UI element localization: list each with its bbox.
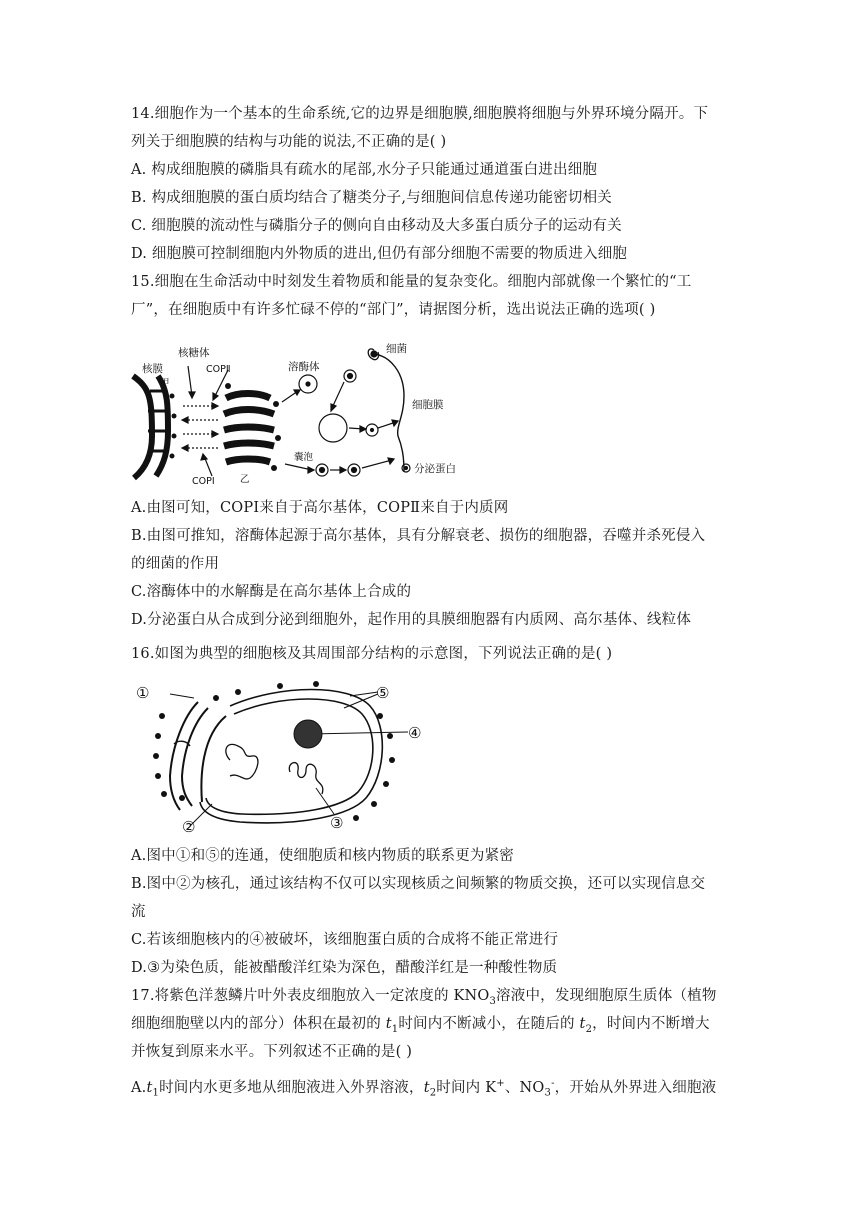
q17-l2-sub1: 1	[391, 1023, 399, 1035]
q17-l1-text-a: 17.将紫色洋葱鳞片叶外表皮细胞放入一定浓度的 KNO	[131, 988, 490, 1004]
q14-option-c: C. 细胞膜的流动性与磷脂分子的侧向自由移动及大多蛋白质分子的运动有关	[131, 218, 622, 234]
q17-l2-text-b: 时间内不断减小，在随后的	[398, 1016, 580, 1032]
q15-option-a: A.由图可知，COPⅠ来自于高尔基体，COPⅡ来自于内质网	[131, 500, 509, 516]
q17-a-plus: +	[496, 1078, 505, 1089]
q16-stem: 16.如图为典型的细胞核及其周围部分结构的示意图，下列说法正确的是( )	[131, 646, 613, 662]
q15-option-b-line2: 的细菌的作用	[131, 556, 220, 572]
fig-label-copi: COPⅠ	[192, 476, 215, 486]
fig-label-3: ③	[330, 814, 344, 832]
q17-l2-text-c: ，时间内不断增大	[592, 1016, 710, 1032]
q17-l2-sub2: 2	[585, 1023, 593, 1035]
q17-a-text-d: 、NO	[504, 1079, 545, 1096]
fig-label-copii: COPⅡ	[206, 364, 231, 375]
q17-a-text-e: ，开始从外界进入细胞液	[554, 1079, 717, 1096]
golgi-apparatus-shape	[224, 383, 281, 471]
q17-stem-line2	[131, 1014, 710, 1040]
q17-a-t1: t	[146, 1079, 153, 1096]
q16-option-a: A.图中①和⑤的连通，使细胞质和核内物质的联系更为紧密	[131, 848, 514, 864]
fig-label-nuclear-membrane: 核膜	[142, 363, 163, 375]
q17-a-text-b: 时间内水更多地从细胞液进入外界溶液，	[159, 1079, 424, 1096]
fig-label-5: ⑤	[376, 684, 390, 702]
q17-a-sub1: 1	[152, 1087, 160, 1099]
q17-l2-t1: t	[385, 1016, 392, 1032]
fig-label-ribosome: 核糖体	[178, 347, 210, 359]
nuclear-membrane-shape	[133, 376, 177, 478]
q14-option-a: A. 构成细胞膜的磷脂具有疏水的尾部,水分子只能通过通道蛋白进出细胞	[131, 162, 598, 178]
q17-l1-sub: 3	[489, 995, 497, 1007]
fig-label-4: ④	[408, 724, 422, 742]
fig-label-vesicle: 囊泡	[294, 452, 314, 463]
q16-option-b-line1: B.图中②为核孔，通过该结构不仅可以实现核质之间频繁的物质交换，还可以实现信息交	[131, 876, 706, 892]
q17-a-prefix: A.	[131, 1079, 147, 1096]
q17-a-sub3: 3	[544, 1087, 552, 1099]
q17-stem-line3: 并恢复到原来水平。下列叙述不正确的是( )	[131, 1044, 413, 1060]
fig-label-2: ②	[182, 818, 196, 836]
q16-option-b-line2: 流	[131, 904, 146, 920]
fig-label-cell-membrane: 细胞膜	[412, 399, 444, 411]
q14-option-d: D. 细胞膜可控制细胞内外物质的进出,但仍有部分细胞不需要的物质进入细胞	[131, 246, 628, 262]
q17-a-t2: t	[423, 1079, 430, 1096]
q14-option-b: B. 构成细胞膜的蛋白质均结合了糖类分子,与细胞间信息传递功能密切相关	[131, 190, 612, 206]
secretory-pathway-figure	[128, 336, 480, 486]
q17-a-sub2: 2	[429, 1087, 437, 1099]
q15-option-d: D.分泌蛋白从合成到分泌到细胞外，起作用的具膜细胞器有内质网、高尔基体、线粒体	[131, 612, 692, 628]
q17-a-minus: -	[551, 1078, 555, 1089]
q15-option-c: C.溶酶体中的水解酶是在高尔基体上合成的	[131, 584, 412, 600]
q15-option-b-line1: B.由图可推知，溶酶体起源于高尔基体，具有分解衰老、损伤的细胞器，吞噬并杀死侵入	[131, 528, 706, 544]
q14-stem-line2: 列关于细胞膜的结构与功能的说法,不正确的是( )	[131, 134, 447, 150]
fig-label-bacteria: 细菌	[386, 343, 407, 355]
nucleolus-shape	[294, 720, 322, 748]
fig-label-1: ①	[136, 684, 150, 702]
fig-label-lysosome: 溶酶体	[288, 361, 320, 373]
q16-option-d: D.③为染色质，能被醋酸洋红染为深色，醋酸洋红是一种酸性物质	[131, 960, 558, 976]
cell-nucleus-figure	[130, 676, 430, 836]
q17-a-text-c: 时间内 K	[436, 1079, 497, 1096]
q16-option-c: C.若该细胞核内的④被破坏，该细胞蛋白质的合成将不能正常进行	[131, 932, 559, 948]
transport-arrows	[182, 366, 228, 476]
q14-stem-line1: 14.细胞作为一个基本的生命系统,它的边界是细胞膜,细胞膜将细胞与外界环境分隔开。下	[131, 106, 709, 122]
q15-stem-line2: 厂”，在细胞质中有许多忙碌不停的“部门”，请据图分析，选出说法正确的选项( )	[131, 302, 656, 318]
q17-l1-text-b: 溶液中，发现细胞原生质体（植物	[496, 988, 717, 1004]
q17-l2-t2: t	[579, 1016, 586, 1032]
fig-label-jia: 甲	[160, 378, 170, 389]
q17-option-a	[131, 1074, 716, 1104]
fig-label-yi: 乙	[240, 474, 250, 485]
q17-l2-text-a: 细胞细胞壁以内的部分）体积在最初的	[131, 1016, 386, 1032]
fig-label-secretory-protein: 分泌蛋白	[414, 463, 456, 475]
q17-stem-line1	[131, 986, 717, 1012]
q15-stem-line1: 15.细胞在生命活动中时刻发生着物质和能量的复杂变化。细胞内部就像一个繁忙的“工	[131, 274, 692, 290]
